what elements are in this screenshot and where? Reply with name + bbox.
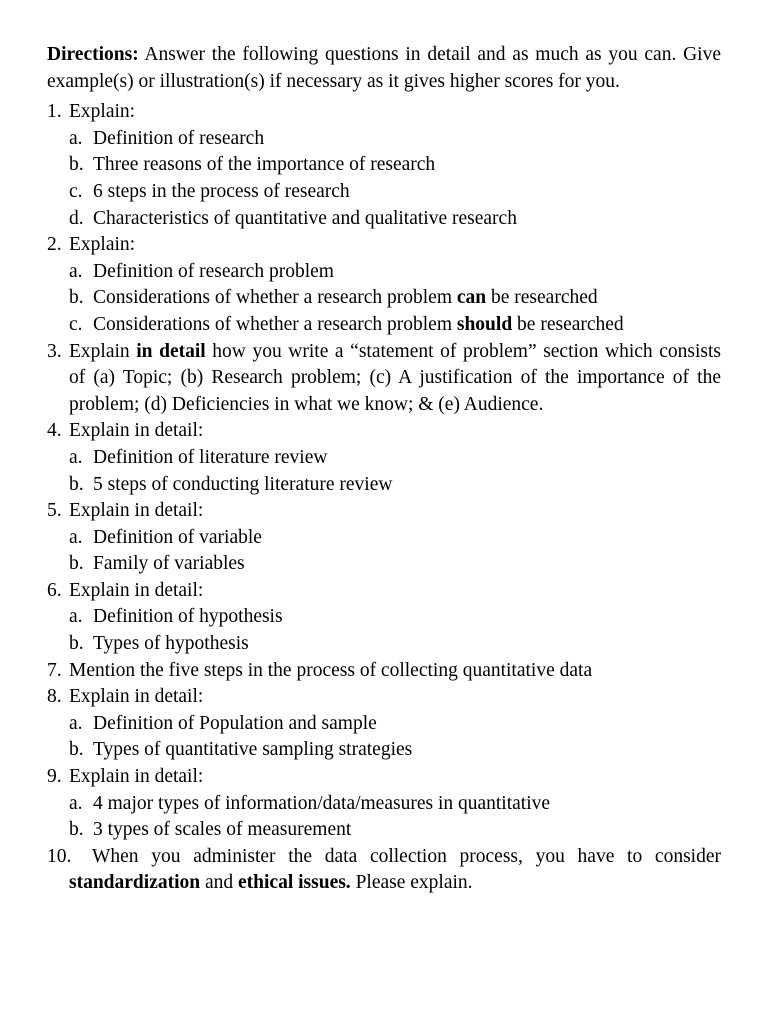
question-text-start: Explain xyxy=(69,340,137,362)
sub-item-letter: b. xyxy=(69,287,84,309)
sub-item-list xyxy=(69,604,721,657)
question-number: 3. xyxy=(47,340,62,362)
sub-item-text: 5 steps of conducting literature review xyxy=(93,473,393,495)
sub-item-letter: c. xyxy=(69,180,83,202)
question-text xyxy=(69,844,721,897)
question-text: Explain in detail: xyxy=(69,420,204,442)
emphasis-should: should xyxy=(456,313,513,335)
sub-item-text-end: be researched xyxy=(486,287,598,309)
directions-lead: Directions: xyxy=(47,44,139,65)
question-4 xyxy=(47,418,721,498)
sub-item-text: Family of variables xyxy=(93,553,245,575)
question-number: 7. xyxy=(47,659,62,681)
sub-item xyxy=(69,285,721,312)
sub-item-text: 4 major types of information/data/measures in quantitative xyxy=(93,792,551,814)
sub-item-list xyxy=(69,791,721,844)
emphasis-can: can xyxy=(456,287,487,309)
sub-item xyxy=(69,259,721,286)
sub-item-list xyxy=(69,259,721,339)
sub-item-text: Definition of variable xyxy=(93,526,262,548)
sub-item-letter: b. xyxy=(69,473,84,495)
sub-item-letter: a. xyxy=(69,606,83,628)
sub-item-text-start: Considerations of whether a research problem xyxy=(93,313,457,335)
sub-item xyxy=(69,631,721,658)
question-number: 5. xyxy=(47,500,62,522)
sub-item-list xyxy=(69,711,721,764)
question-text-mid: and xyxy=(200,872,239,894)
sub-item-text: 3 types of scales of measurement xyxy=(93,819,352,841)
sub-item-letter: a. xyxy=(69,260,83,282)
sub-item xyxy=(69,737,721,764)
question-text-start: When you administer the data collection process, you have to consider xyxy=(92,845,721,867)
sub-item-letter: b. xyxy=(69,553,84,575)
sub-item xyxy=(69,206,721,233)
sub-item-letter: a. xyxy=(69,446,83,468)
question-number: 1. xyxy=(47,101,62,123)
question-text xyxy=(69,339,721,419)
sub-item xyxy=(69,179,721,206)
sub-item-text: Definition of research xyxy=(93,127,265,149)
sub-item xyxy=(69,551,721,578)
sub-item-text: Definition of literature review xyxy=(93,446,328,468)
question-text-end: how you write a “statement of problem” section which consists of (a) Topic; (b) Research problem; (c) A justification of the importance of the problem; (d) Deficiencies in what we know; & (e) Audience. xyxy=(69,340,722,415)
sub-item-text-start: Considerations of whether a research problem xyxy=(93,287,457,309)
sub-item xyxy=(69,525,721,552)
sub-item xyxy=(69,126,721,153)
sub-item xyxy=(69,312,721,339)
question-8 xyxy=(47,684,721,764)
emphasis-in-detail: in detail xyxy=(136,340,206,362)
sub-item-text: Types of quantitative sampling strategies xyxy=(93,739,413,761)
sub-item-letter: a. xyxy=(69,712,83,734)
sub-item xyxy=(69,472,721,499)
question-5 xyxy=(47,498,721,578)
sub-item xyxy=(69,817,721,844)
sub-item-text: Types of hypothesis xyxy=(93,633,249,655)
sub-item-list xyxy=(69,525,721,578)
question-number: 6. xyxy=(47,579,62,601)
question-number: 2. xyxy=(47,234,62,256)
sub-item xyxy=(69,791,721,818)
sub-item-letter: b. xyxy=(69,154,84,176)
emphasis-ethical-issues: ethical issues. xyxy=(238,872,351,894)
question-3 xyxy=(47,339,721,419)
sub-item-letter: b. xyxy=(69,819,84,841)
question-text: Explain in detail: xyxy=(69,686,204,708)
sub-item-text-end: be researched xyxy=(512,313,624,335)
sub-item xyxy=(69,152,721,179)
sub-item-text: Definition of Population and sample xyxy=(93,712,377,734)
sub-item-letter: b. xyxy=(69,633,84,655)
sub-item-text: Three reasons of the importance of research xyxy=(93,154,436,176)
sub-item xyxy=(69,445,721,472)
question-number: 9. xyxy=(47,766,62,788)
question-1 xyxy=(47,99,721,232)
question-6 xyxy=(47,578,721,658)
sub-item-text: Definition of research problem xyxy=(93,260,334,282)
question-number: 4. xyxy=(47,420,62,442)
sub-item-text: Definition of hypothesis xyxy=(93,606,283,628)
emphasis-standardization: standardization xyxy=(69,872,201,894)
question-list xyxy=(47,99,721,897)
sub-item-letter: a. xyxy=(69,526,83,548)
sub-item xyxy=(69,711,721,738)
question-text: Explain: xyxy=(69,234,136,256)
sub-item-text: Characteristics of quantitative and qualitative research xyxy=(93,207,517,229)
sub-item-letter: b. xyxy=(69,739,84,761)
sub-item-letter: a. xyxy=(69,792,83,814)
directions-text: Answer the following questions in detail and as much as you can. Give example(s) or illustration(s) if necessary as it gives higher scores for you. xyxy=(47,44,721,92)
question-10 xyxy=(47,844,721,897)
sub-item-letter: a. xyxy=(69,127,83,149)
sub-item-text: 6 steps in the process of research xyxy=(93,180,350,202)
question-text: Explain in detail: xyxy=(69,579,204,601)
sub-item xyxy=(69,604,721,631)
sub-item-letter: c. xyxy=(69,313,83,335)
sub-item-list xyxy=(69,445,721,498)
sub-item-list xyxy=(69,126,721,232)
question-number: 8. xyxy=(47,686,62,708)
question-2 xyxy=(47,232,721,338)
question-text: Mention the five steps in the process of collecting quantitative data xyxy=(69,659,593,681)
question-9 xyxy=(47,764,721,844)
sub-item-letter: d. xyxy=(69,207,84,229)
question-7 xyxy=(47,658,721,685)
question-number: 10. xyxy=(47,845,72,867)
question-text: Explain: xyxy=(69,101,136,123)
directions-paragraph xyxy=(47,42,721,95)
question-text: Explain in detail: xyxy=(69,500,204,522)
question-text-end: Please explain. xyxy=(350,872,473,894)
question-text: Explain in detail: xyxy=(69,766,204,788)
